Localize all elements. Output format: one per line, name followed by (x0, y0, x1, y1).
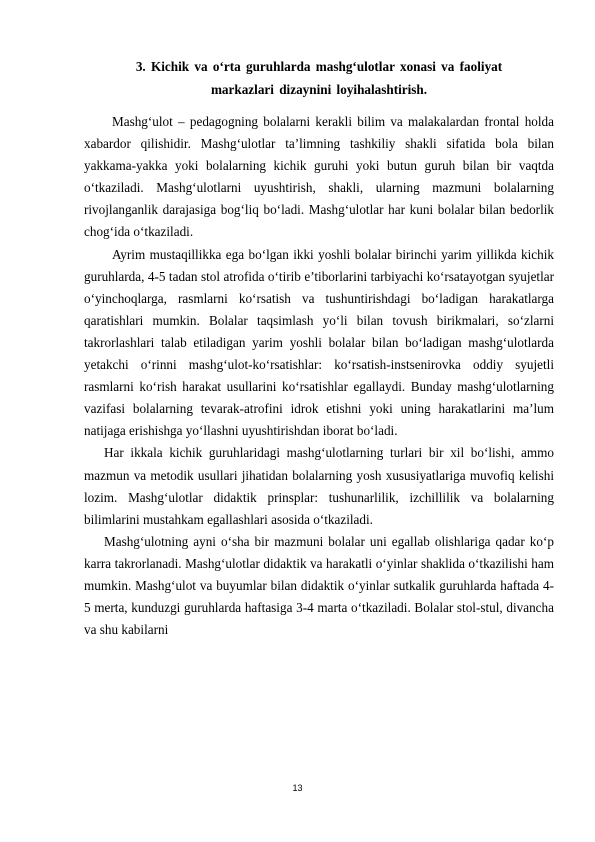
paragraph-3: Har ikkala kichik guruhlaridagi mashg‘ulotlarning turlari bir xil bo‘lishi, ammo mazmun va metodik usullari jihatidan bolalarning yosh xususiyatlariga muvofiq kelishi lozim. Mashg‘ulotlar didaktik prinsplar: tushunarlilik, izchillilik va bolalarning bilimlarini mustahkam egallashlari asosida o‘tkaziladi. (84, 445, 554, 527)
paragraph-2: Ayrim mustaqillikka ega bo‘lgan ikki yoshli bolalar birinchi yarim yillikda kichik guruhlarda, 4-5 tadan stol atrofida o‘tirib e’tiborlarini tarbiyachi ko‘rsatayotgan syujetlar o‘yinchoqlarga, rasmlarni ko‘rsatish va tushuntirishdagi bo‘ladigan harakatlarga qaratishlari mumkin. Bolalar taqsimlash yo‘li bilan tovush birikmalari, so‘zlarni takrorlashlari talab etiladigan yarim yoshli bolalar bilan bo‘ladigan mashg‘ulotlarda yetakchi o‘rinni mashg‘ulot-ko‘rsatishlar: ko‘rsatish-instsenirovka oddiy syujetli rasmlarni ko‘rish harakat usullarini ko‘rsatishlar egallaydi. Bunday mashg‘ulotlarning vazifasi bolalarning tevarak-atrofini idrok etishni yoki uning harakatlarini ma’lum natijaga erishishga yo‘llashni uyushtirishdan iborat bo‘ladi. (84, 246, 554, 439)
section-heading (84, 55, 554, 101)
paragraph-4: Mashg‘ulotning ayni o‘sha bir mazmuni bolalar uni egallab olishlariga qadar ko‘p karra takrorlanadi. Mashg‘ulotlar didaktik va harakatli o‘yinlar shaklida o‘tkazilishi ham mumkin. Mashg‘ulot va buyumlar bilan didaktik o‘yinlar sutkalik guruhlarda haftada 4-5 merta, kunduzgi guruhlarda haftasiga 3-4 marta o‘tkaziladi. Bolalar stol-stul, divancha va shu kabilarni (84, 533, 554, 638)
page-number: 13 (292, 783, 303, 793)
heading-line-2: markazlari dizaynini loyihalashtirish. (210, 82, 428, 97)
heading-line-1: 3. Kichik va o‘rta guruhlarda mashg‘ulotlar xonasi va faoliyat (135, 59, 503, 74)
body-text (84, 111, 554, 641)
paragraph-1: Mashg‘ulot – pedagogning bolalarni kerakli bilim va malakalardan frontal holda xabardor qilishidir. Mashg‘ulotlar ta’limning tashkiliy shakli sifatida bola bilan yakkama-yakka yoki bolalarning kichik guruhi yoki butun guruh bilan bir vaqtda o‘tkaziladi. Mashg‘ulotlarni uyushtirish, shakli, ularning mazmuni bolalarning rivojlanganlik darajasiga bog‘liq bo‘ladi. Mashg‘ulotlar har kuni bolalar bilan bedorlik chog‘ida o‘tkaziladi. (84, 114, 554, 240)
